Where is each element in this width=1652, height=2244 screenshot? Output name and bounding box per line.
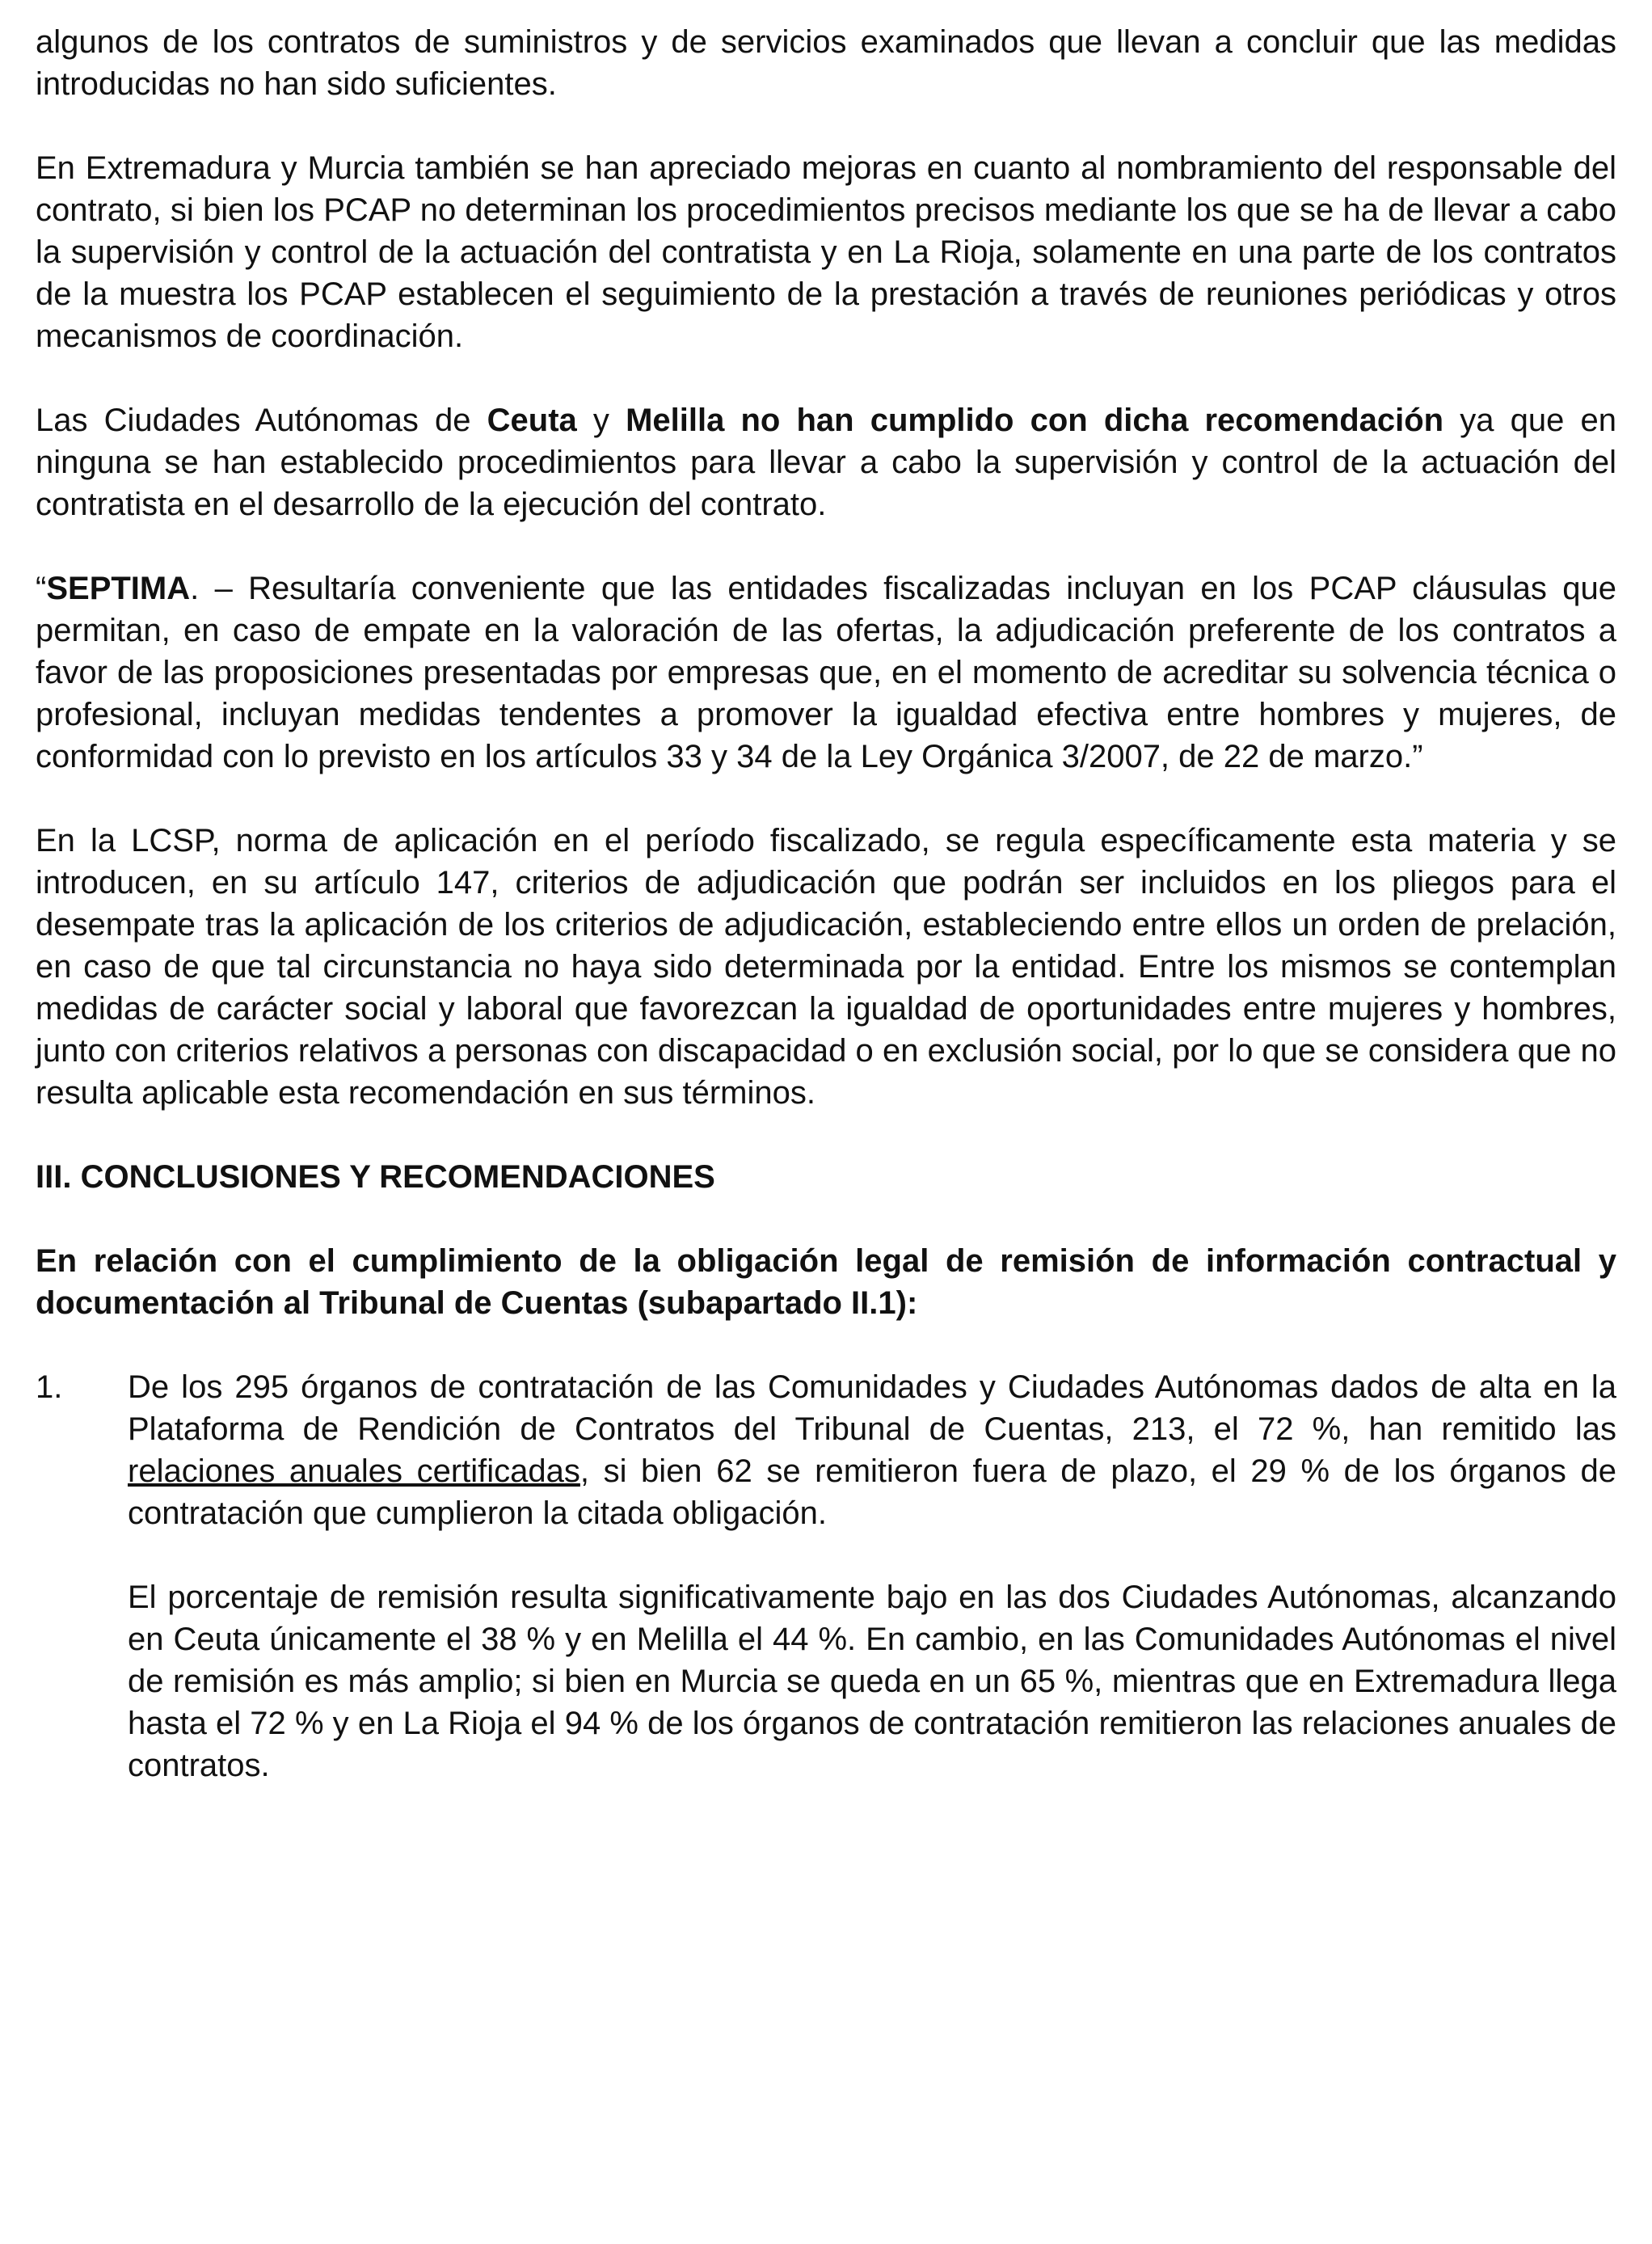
text-run: De los 295 órganos de contratación de las Comunidades y Ciudades Autónomas dados de alta en la Plataforma de Rendición de Contratos del Tribunal de Cuentas, 213, el 72 %, han remitido las bbox=[128, 1369, 1616, 1447]
bold-septima: SEPTIMA bbox=[46, 571, 191, 606]
paragraph-suministros: algunos de los contratos de suministros y de servicios examinados que llevan a concluir que las medidas introducidas no han sido suficientes. bbox=[36, 24, 1616, 102]
section-subheading: En relación con el cumplimiento de la obligación legal de remisión de información contractual y documentación al Tribunal de Cuentas (subapartado II.1): bbox=[36, 1243, 1616, 1321]
paragraph-extremadura-murcia: En Extremadura y Murcia también se han apreciado mejoras en cuanto al nombramiento del responsable del contrato, si bien los PCAP no determinan los procedimientos precisos mediante los que se ha de llevar a cabo la supervisión y control de la actuación del contratista y en La Rioja, solamente en una parte de los contratos de la muestra los PCAP establecen el seguimiento de la prestación a través de reuniones periódicas y otros mecanismos de coordinación. bbox=[36, 150, 1616, 354]
bold-melilla-statement: Melilla no han cumplido con dicha recomendación bbox=[626, 403, 1444, 438]
text-run: . – Resultaría conveniente que las entidades fiscalizadas incluyan en los PCAP cláusulas que permitan, en caso de empate en la valoración de las ofertas, la adjudicación preferente de los contratos a favor de las proposiciones presentadas por empresas que, en el momento de acreditar su solvencia técnica o profesional, incluyan medidas tendentes a promover la igualdad efectiva entre hombres y mujeres, de conformidad con lo previsto en los artículos 33 y 34 de la Ley Orgánica 3/2007, de 22 de marzo.” bbox=[36, 571, 1616, 774]
text-run: ya que en ninguna se han establecido procedimientos para llevar a cabo la supervisión y control de la actuación del contratista en el desarrollo de la ejecución del contrato. bbox=[36, 403, 1616, 522]
text-run: y bbox=[576, 403, 626, 438]
item-paragraph-remision bbox=[128, 1366, 1616, 1534]
text-run: , si bien 62 se remitieron fuera de plazo, el 29 % de los órganos de contratación que cumplieron la citada obligación. bbox=[128, 1453, 1616, 1531]
item-number: 1. bbox=[36, 1369, 63, 1405]
open-quote: “ bbox=[36, 571, 47, 606]
numbered-item-1 bbox=[36, 1366, 1616, 1786]
bold-ceuta: Ceuta bbox=[487, 403, 577, 438]
underlined-relaciones: relaciones anuales certificadas bbox=[128, 1453, 580, 1489]
item-paragraph-porcentaje: El porcentaje de remisión resulta significativamente bajo en las dos Ciudades Autónomas, alcanzando en Ceuta únicamente el 38 % y en Melilla el 44 %. En cambio, en las Comunidades Autónomas el nivel de remisión es más amplio; si bien en Murcia se queda en un 65 %, mientras que en Extremadura llega hasta el 72 % y en La Rioja el 94 % de los órganos de contratación remitieron las relaciones anuales de contratos. bbox=[128, 1580, 1616, 1783]
text-run: Las Ciudades Autónomas de bbox=[36, 403, 487, 438]
document-page bbox=[36, 21, 1616, 1829]
paragraph-ceuta-melilla bbox=[36, 399, 1616, 525]
paragraph-septima bbox=[36, 567, 1616, 778]
paragraph-lcsp: En la LCSP, norma de aplicación en el período fiscalizado, se regula específicamente esta materia y se introducen, en su artículo 147, criterios de adjudicación que podrán ser incluidos en los pliegos para el desempate tras la aplicación de los criterios de adjudicación, estableciendo entre ellos un orden de prelación, en caso de que tal circunstancia no haya sido determinada por la entidad. Entre los mismos se contemplan medidas de carácter social y laboral que favorezcan la igualdad de oportunidades entre mujeres y hombres, junto con criterios relativos a personas con discapacidad o en exclusión social, por lo que se considera que no resulta aplicable esta recomendación en sus términos. bbox=[36, 823, 1616, 1111]
section-heading: III. CONCLUSIONES Y RECOMENDACIONES bbox=[36, 1159, 715, 1195]
